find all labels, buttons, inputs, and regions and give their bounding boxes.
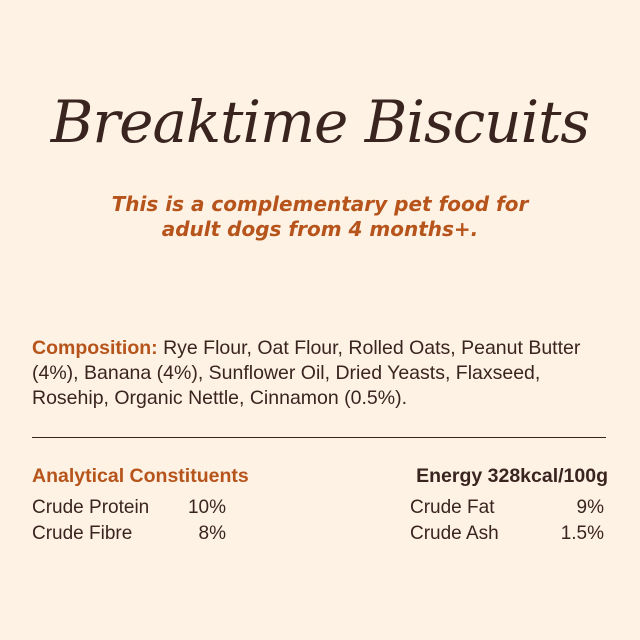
product-subtitle <box>0 192 640 242</box>
subtitle-line: adult dogs from 4 months+. <box>161 217 479 241</box>
composition <box>32 336 612 411</box>
product-title: Breaktime Biscuits <box>50 88 590 156</box>
constituent-value: 9% <box>576 497 604 518</box>
constituent-name: Crude Fibre <box>32 523 133 544</box>
constituent-value: 10% <box>187 497 226 518</box>
constituent-name: Crude Protein <box>32 497 150 518</box>
subtitle-line: This is a complementary pet food for <box>111 192 529 216</box>
constituent-value: 8% <box>198 523 226 544</box>
energy-value: Energy 328kcal/100g <box>416 465 608 487</box>
composition-label: Composition: <box>32 337 158 359</box>
constituent-value: 1.5% <box>560 523 604 544</box>
constituent-name: Crude Ash <box>410 523 499 544</box>
analytical-heading: Analytical Constituents <box>32 465 249 487</box>
divider <box>32 437 606 438</box>
composition-text: Rye Flour, Oat Flour, Rolled Oats, Peanut Butter (4%), Banana (4%), Sunflower Oil, Dried Yeasts, Flaxseed, Rosehip, Organic Nettle, Cinnamon (0.5%). <box>32 337 581 409</box>
constituent-name: Crude Fat <box>410 497 495 518</box>
